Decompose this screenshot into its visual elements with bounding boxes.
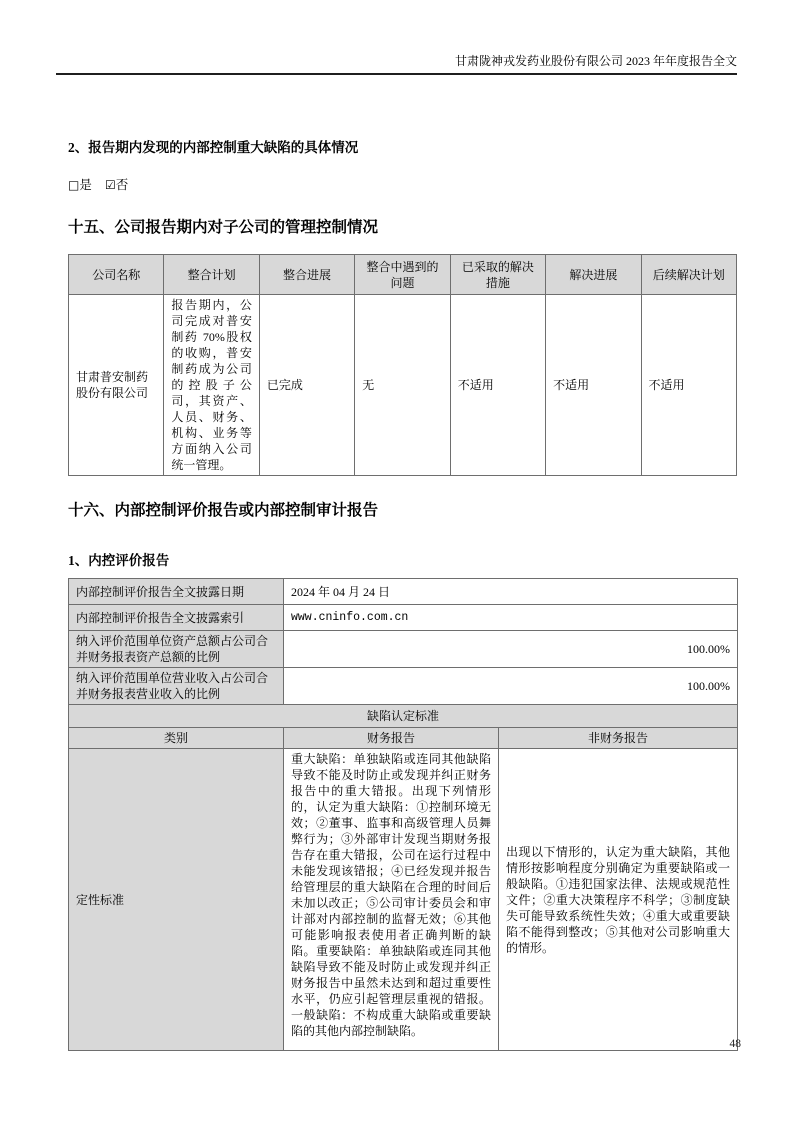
table-row [69,579,738,605]
table-row [69,605,738,631]
col-header-problems: 整合中遇到的问题 [355,255,450,295]
value-revenue-ratio: 100.00% [284,668,738,705]
cell-measures: 不适用 [450,295,545,476]
subsection-evaluation-report-title: 1、内控评价报告 [68,553,170,568]
checkbox-yes [68,177,92,193]
cell-problems: 无 [355,295,450,476]
label-asset-ratio: 纳入评价范围单位资产总额占公司合并财务报表资产总额的比例 [69,631,284,668]
internal-control-evaluation-table [68,578,738,1051]
document-header-title: 甘肃陇神戎发药业股份有限公司 2023 年年度报告全文 [454,54,737,68]
col-header-company-name: 公司名称 [69,255,164,295]
checkbox-no-label: 否 [115,178,129,192]
section-defects-title: 2、报告期内发现的内部控制重大缺陷的具体情况 [68,140,359,155]
table-row [69,668,738,705]
section-evaluation-title: 十六、内部控制评价报告或内部控制审计报告 [68,502,379,519]
table-row [69,295,737,476]
col-header-resolution-progress: 解决进展 [546,255,641,295]
defect-standard-header-row [69,705,738,728]
col-header-category: 类别 [69,728,284,749]
value-asset-ratio: 100.00% [284,631,738,668]
checkbox-checked-icon: ☑ [104,178,116,192]
col-header-non-financial-report: 非财务报告 [499,728,738,749]
col-header-follow-up-plan: 后续解决计划 [641,255,736,295]
label-disclosure-index: 内部控制评价报告全文披露索引 [69,605,284,631]
defect-standard-header: 缺陷认定标准 [69,705,738,728]
cell-company-name: 甘肃普安制药股份有限公司 [69,295,164,476]
cell-resolution-progress: 不适用 [546,295,641,476]
label-disclosure-date: 内部控制评价报告全文披露日期 [69,579,284,605]
cell-follow-up-plan: 不适用 [641,295,736,476]
cell-qualitative-financial: 重大缺陷：单独缺陷或连同其他缺陷导致不能及时防止或发现并纠正财务报告中的重大错报。出现下列情形的，认定为重大缺陷：①控制环境无效；②董事、监事和高级管理人员舞弊行为；③外部审计发现当期财务报告存在重大错报，公司在运行过程中未能发现该错报；④已经发现并报告给管理层的重大缺陷在合理的时间后未加以改正；⑤公司审计委员会和审计部对内部控制的监督无效；⑥其他可能影响报表使用者正确判断的缺陷。重要缺陷：单独缺陷或连同其他缺陷导致不能及时防止或发现并纠正财务报告中虽然未达到和超过重要性水平，仍应引起管理层重视的错报。一般缺陷：不构成重大缺陷或重要缺陷的其他内部控制缺陷。 [284,749,499,1051]
value-disclosure-index-link[interactable]: www.cninfo.com.cn [284,605,738,631]
checkbox-unchecked-icon: □ [68,178,80,192]
checkbox-no [105,177,128,193]
qualitative-standard-row [69,749,738,1051]
cell-integration-progress: 已完成 [259,295,354,476]
document-header [56,54,737,75]
col-header-financial-report: 财务报告 [284,728,499,749]
subsidiary-control-table [68,254,737,476]
cell-qualitative-category: 定性标准 [69,749,284,1051]
col-header-integration-progress: 整合进展 [259,255,354,295]
col-header-measures: 已采取的解决措施 [450,255,545,295]
table-row [69,631,738,668]
cell-integration-plan: 报告期内，公司完成对普安制药 70%股权的收购，普安制药成为公司的控股子公司，其资产、人员、财务、机构、业务等方面纳入公司统一管理。 [164,295,259,476]
cell-qualitative-non-financial: 出现以下情形的，认定为重大缺陷，其他情形按影响程度分别确定为重要缺陷或一般缺陷。①违犯国家法律、法规或规范性文件；②重大决策程序不科学；③制度缺失可能导致系统性失效；④重大或重要缺陷不能得到整改；⑤其他对公司影响重大的情形。 [499,749,738,1051]
defects-yes-no-row [68,177,737,193]
section-subsidiary-title: 十五、公司报告期内对子公司的管理控制情况 [68,219,379,236]
col-header-integration-plan: 整合计划 [164,255,259,295]
page-number: 48 [729,1038,741,1050]
label-revenue-ratio: 纳入评价范围单位营业收入占公司合并财务报表营业收入的比例 [69,668,284,705]
value-disclosure-date: 2024 年 04 月 24 日 [284,579,738,605]
checkbox-yes-label: 是 [79,178,92,192]
subsidiary-table-header-row [69,255,737,295]
defect-standard-column-header-row [69,728,738,749]
